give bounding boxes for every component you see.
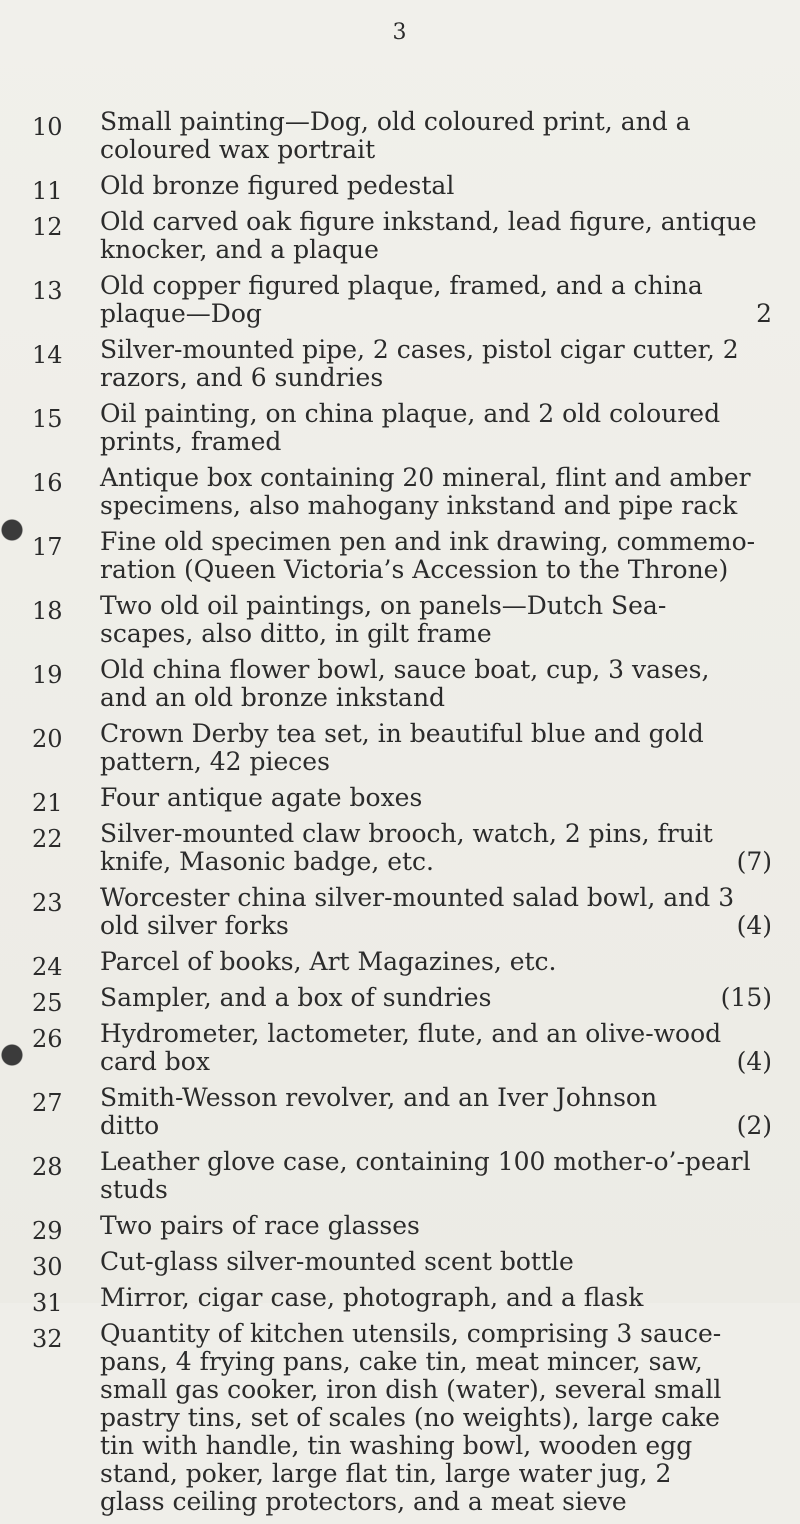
lot-line-text: Antique box containing 20 mineral, flint and amber: [100, 463, 751, 492]
lot-description: [100, 172, 772, 200]
lot-line-text: Old china flower bowl, sauce boat, cup, 3 vases,: [100, 655, 710, 684]
lot-description-line: [100, 300, 772, 328]
lot-line-text: small gas cooker, iron dish (water), several small: [100, 1375, 722, 1404]
lot-line-text: pastry tins, set of scales (no weights), large cake: [100, 1403, 720, 1432]
lot-number: 13: [32, 277, 63, 305]
lot-description-line: [100, 684, 772, 712]
lot-item: [32, 172, 772, 208]
lot-description-line: [100, 1348, 772, 1376]
lot-line-text: Two old oil paintings, on panels—Dutch Sea-: [100, 591, 667, 620]
lot-description-line: [100, 912, 772, 940]
lot-description-line: [100, 1020, 772, 1048]
lot-description-line: [100, 1176, 772, 1204]
lot-line-text: Old bronze figured pedestal: [100, 171, 455, 200]
lot-line-text: Crown Derby tea set, in beautiful blue and gold: [100, 719, 704, 748]
lot-item: [32, 1284, 772, 1320]
lot-description: [100, 1248, 772, 1276]
lot-description-line: [100, 984, 772, 1012]
lot-item: [32, 656, 772, 720]
lot-line-text: ration (Queen Victoria’s Accession to the Throne): [100, 555, 729, 584]
lot-number: 27: [32, 1089, 63, 1117]
lot-item: [32, 784, 772, 820]
lot-number: 21: [32, 789, 63, 817]
lot-number: 17: [32, 533, 63, 561]
lot-item: [32, 592, 772, 656]
lot-item: [32, 464, 772, 528]
lot-description-line: [100, 172, 772, 200]
lot-item: [32, 272, 772, 336]
lot-item: [32, 820, 772, 884]
lot-description-line: [100, 1212, 772, 1240]
lot-description-line: [100, 1404, 772, 1432]
lot-description-line: [100, 428, 772, 456]
lot-line-text: pans, 4 frying pans, cake tin, meat mincer, saw,: [100, 1347, 703, 1376]
lot-number: 16: [32, 469, 63, 497]
lot-description-line: [100, 1112, 772, 1140]
lot-number: 12: [32, 213, 63, 241]
lot-description: [100, 656, 772, 712]
lot-line-text: plaque—Dog: [100, 299, 262, 328]
lot-number: 11: [32, 177, 63, 205]
lot-item: [32, 336, 772, 400]
lot-description: [100, 1284, 772, 1312]
lot-line-text: stand, poker, large flat tin, large water jug, 2: [100, 1459, 672, 1488]
lot-line-text: Fine old specimen pen and ink drawing, commemo-: [100, 527, 756, 556]
lot-line-text: studs: [100, 1175, 168, 1204]
lot-line-text: Mirror, cigar case, photograph, and a flask: [100, 1283, 644, 1312]
lot-description: [100, 948, 772, 976]
lot-line-text: scapes, also ditto, in gilt frame: [100, 619, 492, 648]
lot-number: 26: [32, 1025, 63, 1053]
lot-description-line: [100, 336, 772, 364]
lot-description: [100, 464, 772, 520]
lot-line-text: coloured wax portrait: [100, 135, 376, 164]
lot-description: [100, 208, 772, 264]
lot-line-text: glass ceiling protectors, and a meat sieve: [100, 1487, 627, 1516]
lot-description-line: [100, 136, 772, 164]
lot-number: 29: [32, 1217, 63, 1245]
lot-line-text: Sampler, and a box of sundries: [100, 983, 492, 1012]
lot-description-line: [100, 1284, 772, 1312]
lot-description: [100, 1148, 772, 1204]
lot-description-line: [100, 236, 772, 264]
lot-description: [100, 400, 772, 456]
lot-count: (15): [720, 983, 772, 1012]
lot-number: 24: [32, 953, 63, 981]
lot-line-text: Worcester china silver-mounted salad bowl, and 3: [100, 883, 735, 912]
lot-line-text: Silver-mounted pipe, 2 cases, pistol cigar cutter, 2: [100, 335, 739, 364]
lot-item: [32, 984, 772, 1020]
lot-description-line: [100, 784, 772, 812]
lot-description-line: [100, 1376, 772, 1404]
lot-number: 32: [32, 1325, 63, 1353]
lot-description-line: [100, 208, 772, 236]
lot-description: [100, 1020, 772, 1076]
lot-description: [100, 984, 772, 1012]
lot-line-text: Cut-glass silver-mounted scent bottle: [100, 1247, 574, 1276]
lot-number: 20: [32, 725, 63, 753]
lot-number: 25: [32, 989, 63, 1017]
lot-line-text: Silver-mounted claw brooch, watch, 2 pins, fruit: [100, 819, 713, 848]
lot-description-line: [100, 592, 772, 620]
lot-line-text: Quantity of kitchen utensils, comprising 3 sauce-: [100, 1319, 722, 1348]
lot-line-text: card box: [100, 1047, 210, 1076]
lot-item: [32, 948, 772, 984]
lot-line-text: Old carved oak figure inkstand, lead figure, antique: [100, 207, 757, 236]
lot-description: [100, 108, 772, 164]
lot-description: [100, 272, 772, 328]
lot-line-text: Four antique agate boxes: [100, 783, 423, 812]
lot-item: [32, 1084, 772, 1148]
lot-description-line: [100, 1460, 772, 1488]
lot-line-text: pattern, 42 pieces: [100, 747, 330, 776]
lot-description: [100, 820, 772, 876]
lot-description-line: [100, 1048, 772, 1076]
lot-description-line: [100, 1248, 772, 1276]
lot-description: [100, 1320, 772, 1516]
lot-count: (2): [736, 1111, 772, 1140]
lot-item: [32, 720, 772, 784]
lot-description-line: [100, 1320, 772, 1348]
lot-description: [100, 528, 772, 584]
lot-line-text: Oil painting, on china plaque, and 2 old coloured: [100, 399, 721, 428]
lot-item: [32, 208, 772, 272]
lot-description-line: [100, 948, 772, 976]
lot-description-line: [100, 884, 772, 912]
lot-item: [32, 1248, 772, 1284]
lot-item: [32, 1212, 772, 1248]
lot-description-line: [100, 748, 772, 776]
lot-description: [100, 784, 772, 812]
lot-description: [100, 1212, 772, 1240]
lot-description-line: [100, 400, 772, 428]
lot-number: 19: [32, 661, 63, 689]
lot-number: 31: [32, 1289, 63, 1317]
lot-description-line: [100, 1488, 772, 1516]
lot-description-line: [100, 656, 772, 684]
lot-item: [32, 400, 772, 464]
lot-description: [100, 1084, 772, 1140]
lot-line-text: old silver forks: [100, 911, 289, 940]
lot-description: [100, 592, 772, 648]
lot-line-text: Parcel of books, Art Magazines, etc.: [100, 947, 557, 976]
lot-number: 28: [32, 1153, 63, 1181]
lot-line-text: tin with handle, tin washing bowl, wooden egg: [100, 1431, 693, 1460]
lot-line-text: and an old bronze inkstand: [100, 683, 446, 712]
lot-line-text: knife, Masonic badge, etc.: [100, 847, 435, 876]
lot-description-line: [100, 272, 772, 300]
lot-line-text: knocker, and a plaque: [100, 235, 379, 264]
lot-description-line: [100, 720, 772, 748]
lot-line-text: prints, framed: [100, 427, 282, 456]
lot-item: [32, 108, 772, 172]
lot-description: [100, 336, 772, 392]
lot-number: 14: [32, 341, 63, 369]
lot-count: (4): [736, 1047, 772, 1076]
lot-item: [32, 1320, 772, 1524]
lot-item: [32, 884, 772, 948]
lot-line-text: Two pairs of race glasses: [100, 1211, 420, 1240]
lot-number: 10: [32, 113, 63, 141]
lot-line-text: Leather glove case, containing 100 mother-o’-pearl: [100, 1147, 751, 1176]
lot-line-text: Old copper figured plaque, framed, and a china: [100, 271, 703, 300]
lot-number: 18: [32, 597, 63, 625]
lot-description-line: [100, 620, 772, 648]
lot-line-text: Smith-Wesson revolver, and an Iver Johnson: [100, 1083, 658, 1112]
lot-list: [32, 108, 772, 1524]
lot-number: 23: [32, 889, 63, 917]
lot-description: [100, 720, 772, 776]
lot-description-line: [100, 1432, 772, 1460]
lot-number: 15: [32, 405, 63, 433]
lot-description-line: [100, 848, 772, 876]
lot-description-line: [100, 492, 772, 520]
lot-count: 2: [756, 299, 772, 328]
lot-line-text: specimens, also mahogany inkstand and pipe rack: [100, 491, 738, 520]
lot-description: [100, 884, 772, 940]
page-number: 3: [392, 20, 408, 45]
lot-description-line: [100, 1084, 772, 1112]
lot-line-text: ditto: [100, 1111, 160, 1140]
lot-description-line: [100, 820, 772, 848]
lot-description-line: [100, 464, 772, 492]
lot-item: [32, 1148, 772, 1212]
lot-description-line: [100, 1148, 772, 1176]
lot-number: 22: [32, 825, 63, 853]
lot-line-text: razors, and 6 sundries: [100, 363, 384, 392]
lot-line-text: Hydrometer, lactometer, flute, and an olive-wood: [100, 1019, 722, 1048]
lot-description-line: [100, 528, 772, 556]
lot-count: (4): [736, 911, 772, 940]
lot-line-text: Small painting—Dog, old coloured print, and a: [100, 107, 691, 136]
lot-item: [32, 1020, 772, 1084]
lot-description-line: [100, 364, 772, 392]
lot-item: [32, 528, 772, 592]
lot-description-line: [100, 556, 772, 584]
lot-description-line: [100, 108, 772, 136]
lot-count: (7): [736, 847, 772, 876]
lot-number: 30: [32, 1253, 63, 1281]
